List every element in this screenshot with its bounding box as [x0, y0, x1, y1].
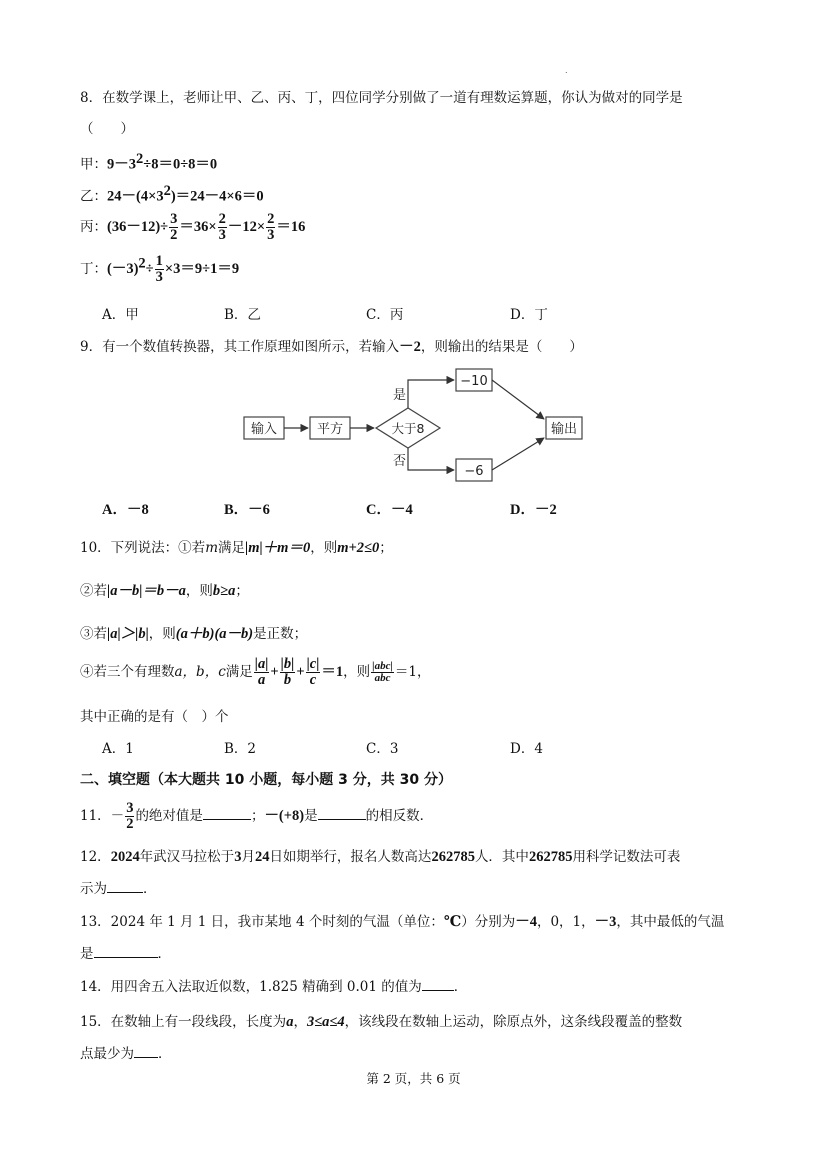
q9-stem-b: ，则输出的结果是（ ） — [420, 339, 583, 355]
q8-ding-exp: 2 — [138, 255, 146, 272]
q14: 14．用四舍五入法取近似数，1.825 精确到 0.01 的值为 ． — [80, 979, 468, 995]
q8-yi-label: 乙： — [80, 188, 107, 205]
q13-blank[interactable] — [94, 945, 158, 958]
q8-ding-frac: $\frac{1}{3}$ — [155, 253, 163, 286]
q12-line-1: 12．2024年武汉马拉松于3月24日如期举行，报名人数高达262785人．其中262785用科学记数法可表 — [80, 849, 681, 865]
flow-yes-value: −10 — [460, 374, 488, 389]
q10-option-a: A．1 — [102, 741, 134, 757]
q9-flow-diagram — [230, 362, 600, 492]
q8-jia — [80, 151, 217, 174]
q8-option-c: C．丙 — [366, 307, 404, 323]
q9-option-d: D．－2 — [510, 502, 557, 518]
q9-input-value: －2 — [399, 339, 421, 355]
q10-option-b: B．2 — [224, 741, 257, 757]
q8-bing-expr-c: －12× — [227, 219, 266, 236]
q8-yi-exp: 2 — [163, 183, 171, 199]
page-footer: 第 2 页，共 6 页 — [366, 1071, 461, 1086]
q11-blank-1[interactable] — [203, 807, 251, 820]
q8-jia-expr-b: ÷8＝0÷8＝0 — [143, 156, 218, 173]
q10-tail: 其中正确的是有（ ）个 — [80, 709, 229, 725]
q8-bing-expr-a: (36－12)÷ — [107, 219, 169, 236]
q8-bing — [80, 212, 305, 243]
flow-square-label: 平方 — [316, 422, 344, 437]
q13-line-1: 13．2024 年 1 月 1 日，我市某地 4 个时刻的气温（单位：℃）分别为－4，0，1，－3，其中最低的气温 — [80, 914, 725, 930]
flow-condition-label: 大于8 — [391, 421, 425, 436]
q13-line-2: 是 ． — [80, 946, 171, 962]
q8-jia-expr-a: 9－3 — [107, 156, 136, 173]
q10-frac-abc: $\frac{\text{|abc|}}{\text{abc}}$ — [372, 659, 393, 685]
q12-line-2: 示为 ． — [80, 881, 157, 897]
q8-bing-frac-2: $\frac{2}{3}$ — [218, 211, 226, 244]
q10-frac-a: $\frac{|a|}{a}$ — [254, 656, 269, 689]
q10-option-d: D．4 — [510, 741, 543, 757]
section-2-heading: 二、填空题（本大题共 10 小题，每小题 3 分，共 30 分） — [80, 772, 452, 788]
q9-option-a: A．－8 — [102, 502, 149, 518]
q9-stem-a: 9．有一个数值转换器，其工作原理如图所示，若输入 — [80, 339, 400, 355]
q8-stem: 8．在数学课上，老师让甲、乙、丙、丁，四位同学分别做了一道有理数运算题，你认为做对的同学是 — [80, 90, 683, 106]
q10-frac-b: $\frac{|b|}{b}$ — [280, 656, 295, 689]
q8-option-a: A．甲 — [102, 307, 139, 323]
flow-yes-label: 是 — [393, 388, 407, 403]
q8-ding-label: 丁： — [80, 261, 107, 278]
q15-line-1: 15．在数轴上有一段线段，长度为a，3≤a≤4，该线段在数轴上运动，除原点外，这条线段覆盖的整数 — [80, 1014, 683, 1030]
q8-yi-expr-b: )＝24－4×6＝0 — [170, 188, 264, 205]
q11-blank-2[interactable] — [318, 807, 366, 820]
q8-bing-label: 丙： — [80, 219, 107, 236]
q8-ding-expr-c: ×3＝9÷1＝9 — [164, 261, 240, 278]
q8-bing-frac-3: $\frac{2}{3}$ — [267, 211, 275, 244]
flow-no-value: −6 — [464, 464, 484, 479]
q8-yi — [80, 183, 264, 206]
flow-no-label: 否 — [393, 454, 407, 469]
q10-statement-1: 10．下列说法：①若m满足|m|＋m＝0，则m+2≤0； — [80, 540, 393, 556]
q15-line-2: 点最少为 ． — [80, 1046, 172, 1062]
q8-jia-label: 甲： — [80, 156, 107, 173]
flow-output-label: 输出 — [550, 422, 578, 437]
q8-bing-frac-1: $\frac{3}{2}$ — [170, 211, 178, 244]
flow-input-label: 输入 — [250, 422, 278, 437]
q8-option-d: D．丁 — [510, 307, 548, 323]
q12-blank[interactable] — [107, 880, 143, 893]
q11: 11．－ $\frac{3}{2}$ 的绝对值是 ；－(+8)是 的相反数． — [80, 800, 434, 833]
q11-frac: $\frac{3}{2}$ — [126, 800, 134, 833]
q8-yi-expr-a: 24－(4×3 — [107, 188, 164, 205]
q15-blank[interactable] — [134, 1045, 158, 1058]
q8-ding-expr-a: (－3) — [107, 261, 139, 278]
q8-jia-exp: 2 — [136, 151, 144, 167]
q9-option-b: B．－6 — [224, 502, 270, 518]
q10-option-c: C．3 — [366, 741, 399, 757]
q14-blank[interactable] — [422, 978, 454, 991]
top-mark: . — [565, 66, 568, 75]
q9-option-c: C．－4 — [366, 502, 413, 518]
q8-ding — [80, 254, 239, 285]
q9-stem — [80, 335, 583, 356]
q8-paren: （ ） — [80, 121, 134, 137]
q10-statement-3: ③若|a|＞|b|，则(a＋b)(a－b)是正数； — [80, 626, 308, 642]
q8-bing-expr-d: ＝16 — [276, 219, 306, 236]
q8-bing-expr-b: ＝36× — [179, 219, 217, 236]
q10-frac-c: $\frac{|c|}{c}$ — [306, 656, 320, 689]
q8-ding-expr-b: ÷ — [145, 261, 154, 278]
q10-statement-4: ④若三个有理数a，b，c满足 $\frac{|a|}{a}$ + $\frac{|b|}{b}$ + $\frac{|c|}{c}$ ＝1，则 $\frac{\text{|abc|}}{\text{abc}}$ ＝1， — [80, 656, 431, 689]
q8-option-b: B．乙 — [224, 307, 261, 323]
q10-statement-2: ②若|a－b|＝b－a，则b≥a； — [80, 583, 249, 599]
